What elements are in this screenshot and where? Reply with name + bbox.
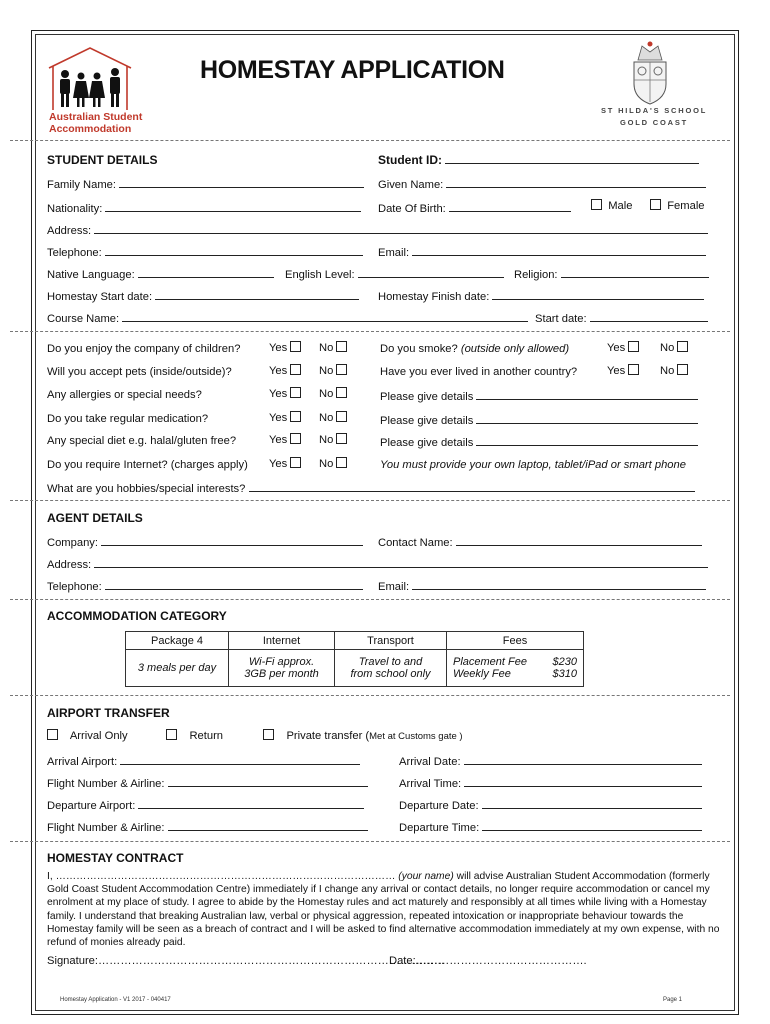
abroad-yes-option[interactable] xyxy=(607,364,639,377)
logo-line-2: Accommodation xyxy=(49,123,132,135)
arrival-date-field[interactable] xyxy=(399,754,702,768)
page-title: HOMESTAY APPLICATION xyxy=(200,56,505,84)
private-transfer-option[interactable] xyxy=(263,729,463,742)
agent-email-label: Email: xyxy=(378,581,410,593)
departure-date-field[interactable] xyxy=(399,798,702,812)
arrival-time-label: Arrival Time: xyxy=(399,778,462,790)
yes-label: Yes xyxy=(269,388,288,400)
homestay-finish-label: Homestay Finish date: xyxy=(378,291,490,303)
no-label: No xyxy=(319,434,334,446)
question-smoke-note: (outside only allowed) xyxy=(460,343,570,355)
hobbies-field[interactable] xyxy=(47,481,695,495)
arrival-time-field[interactable] xyxy=(399,776,702,790)
question-diet: Any special diet e.g. halal/gluten free? xyxy=(47,435,237,447)
arrival-date-label: Arrival Date: xyxy=(399,756,461,768)
given-name-label: Given Name: xyxy=(378,179,444,191)
course-name-field[interactable] xyxy=(47,311,528,325)
departure-date-label: Departure Date: xyxy=(399,800,479,812)
family-name-field[interactable] xyxy=(47,177,364,191)
return-label: Return xyxy=(189,730,224,742)
given-name-field[interactable] xyxy=(378,177,706,191)
religion-field[interactable] xyxy=(514,267,709,281)
signature-field[interactable]: Signature:………………………………………………………………………………… xyxy=(47,955,445,967)
female-label: Female xyxy=(667,200,705,212)
no-label: No xyxy=(319,388,334,400)
departure-time-label: Departure Time: xyxy=(399,822,480,834)
weekly-fee-value: $310 xyxy=(552,668,577,680)
address-label: Address: xyxy=(47,225,92,237)
placement-fee-row xyxy=(453,656,577,668)
internet-no-option[interactable] xyxy=(319,457,347,470)
arrival-flight-label: Flight Number & Airline: xyxy=(47,778,165,790)
yes-label: Yes xyxy=(269,365,288,377)
house-family-logo-icon xyxy=(45,46,135,114)
arrival-only-checkbox[interactable] xyxy=(47,729,58,740)
smoke-no-checkbox[interactable] xyxy=(677,341,688,352)
dob-label: Date Of Birth: xyxy=(378,203,446,215)
telephone-field[interactable] xyxy=(47,245,363,259)
native-language-label: Native Language: xyxy=(47,269,135,281)
yes-label: Yes xyxy=(269,412,288,424)
col-package: Package 4 xyxy=(126,632,229,650)
question-medication: Do you take regular medication? xyxy=(47,413,209,425)
no-label: No xyxy=(319,365,334,377)
transport-line-2: from school only xyxy=(350,668,431,680)
allergies-yes-option[interactable] xyxy=(269,387,301,400)
col-fees: Fees xyxy=(447,632,584,650)
diet-yes-checkbox[interactable] xyxy=(290,433,301,444)
departure-time-field[interactable] xyxy=(399,820,702,834)
smoke-yes-checkbox[interactable] xyxy=(628,341,639,352)
contract-prefix: I, ……………………………………………………………………………………… xyxy=(47,871,396,882)
footer-page: Page 1 xyxy=(663,997,683,1003)
question-allergies: Any allergies or special needs? xyxy=(47,389,202,401)
contract-your-name: (your name) xyxy=(398,871,454,882)
family-name-label: Family Name: xyxy=(47,179,116,191)
female-checkbox-box[interactable] xyxy=(650,199,661,210)
wifi-line-1: Wi-Fi approx. xyxy=(248,656,315,668)
no-label: No xyxy=(660,342,675,354)
telephone-label: Telephone: xyxy=(47,247,102,259)
agent-address-label: Address: xyxy=(47,559,92,571)
agent-address-field[interactable] xyxy=(47,557,708,571)
pets-no-checkbox[interactable] xyxy=(336,364,347,375)
homestay-start-label: Homestay Start date: xyxy=(47,291,153,303)
question-children: Do you enjoy the company of children? xyxy=(47,343,241,355)
details-label: Please give details xyxy=(380,437,474,449)
children-yes-checkbox[interactable] xyxy=(290,341,301,352)
internet-yes-option[interactable] xyxy=(269,457,301,470)
airport-transfer-title: AIRPORT TRANSFER xyxy=(47,706,170,720)
course-name-label: Course Name: xyxy=(47,313,120,325)
diet-yes-option[interactable] xyxy=(269,433,301,446)
departure-airport-field[interactable] xyxy=(47,798,364,812)
cell-transport xyxy=(335,650,447,687)
allergies-details-field[interactable] xyxy=(380,389,698,403)
hobbies-label: What are you hobbies/special interests? xyxy=(47,483,246,495)
private-transfer-checkbox[interactable] xyxy=(263,729,274,740)
yes-label: Yes xyxy=(269,342,288,354)
native-language-field[interactable] xyxy=(47,267,274,281)
medication-yes-option[interactable] xyxy=(269,411,301,424)
return-checkbox[interactable] xyxy=(166,729,177,740)
agent-contact-label: Contact Name: xyxy=(378,537,453,549)
placement-fee-label: Placement Fee xyxy=(453,656,527,668)
pets-no-option[interactable] xyxy=(319,364,347,377)
divider xyxy=(10,331,730,332)
question-smoke xyxy=(380,343,569,355)
diet-no-option[interactable] xyxy=(319,433,347,446)
departure-flight-label: Flight Number & Airline: xyxy=(47,822,165,834)
col-transport: Transport xyxy=(335,632,447,650)
agent-telephone-field[interactable] xyxy=(47,579,363,593)
address-field[interactable] xyxy=(47,223,708,237)
cell-meals: 3 meals per day xyxy=(126,650,229,687)
student-id-label: Student ID: xyxy=(378,153,442,167)
email-field[interactable] xyxy=(378,245,706,259)
agent-telephone-label: Telephone: xyxy=(47,581,102,593)
male-checkbox[interactable] xyxy=(591,199,632,212)
arrival-only-label: Arrival Only xyxy=(69,730,128,742)
departure-airport-label: Departure Airport: xyxy=(47,800,136,812)
allergies-no-checkbox[interactable] xyxy=(336,387,347,398)
transport-line-1: Travel to and xyxy=(358,656,423,668)
departure-flight-field[interactable] xyxy=(47,820,368,834)
contract-title: HOMESTAY CONTRACT xyxy=(47,851,184,865)
footer-version: Homestay Application - V1 2017 - 040417 xyxy=(60,997,171,1003)
agent-contact-field[interactable] xyxy=(378,535,702,549)
english-level-field[interactable] xyxy=(285,267,504,281)
allergies-yes-checkbox[interactable] xyxy=(290,387,301,398)
nationality-label: Nationality: xyxy=(47,203,103,215)
homestay-start-field[interactable] xyxy=(47,289,359,303)
english-level-label: English Level: xyxy=(285,269,355,281)
wifi-line-2: 3GB per month xyxy=(244,668,319,680)
medication-no-option[interactable] xyxy=(319,411,347,424)
weekly-fee-label: Weekly Fee xyxy=(453,668,511,680)
children-no-option[interactable] xyxy=(319,341,347,354)
pets-yes-checkbox[interactable] xyxy=(290,364,301,375)
internet-no-checkbox[interactable] xyxy=(336,457,347,468)
arrival-airport-field[interactable] xyxy=(47,754,360,768)
email-label: Email: xyxy=(378,247,410,259)
details-label: Please give details xyxy=(380,415,474,427)
medication-no-checkbox[interactable] xyxy=(336,411,347,422)
return-option[interactable] xyxy=(166,729,223,742)
divider xyxy=(10,695,730,696)
contract-text xyxy=(47,870,723,949)
course-start-field[interactable] xyxy=(535,311,708,325)
diet-details-field[interactable] xyxy=(380,435,698,449)
accommodation-title: ACCOMMODATION CATEGORY xyxy=(47,609,227,623)
yes-label: Yes xyxy=(269,434,288,446)
children-yes-option[interactable] xyxy=(269,341,301,354)
arrival-airport-label: Arrival Airport: xyxy=(47,756,118,768)
allergies-no-option[interactable] xyxy=(319,387,347,400)
religion-label: Religion: xyxy=(514,269,558,281)
male-checkbox-box[interactable] xyxy=(591,199,602,210)
yes-label: Yes xyxy=(607,342,626,354)
abroad-no-option[interactable] xyxy=(660,364,688,377)
dob-field[interactable] xyxy=(378,201,571,215)
private-transfer-label: Private transfer ( xyxy=(286,730,370,742)
question-smoke-text: Do you smoke? xyxy=(380,343,458,355)
abroad-yes-checkbox[interactable] xyxy=(628,364,639,375)
placement-fee-value: $230 xyxy=(552,656,577,668)
agent-company-label: Company: xyxy=(47,537,98,549)
student-details-title: STUDENT DETAILS xyxy=(47,153,158,167)
nationality-field[interactable] xyxy=(47,201,361,215)
question-abroad: Have you ever lived in another country? xyxy=(380,366,578,378)
pets-yes-option[interactable] xyxy=(269,364,301,377)
divider xyxy=(10,841,730,842)
cell-wifi xyxy=(229,650,335,687)
arrival-only-option[interactable] xyxy=(47,729,128,742)
internet-yes-checkbox[interactable] xyxy=(290,457,301,468)
school-crest-icon xyxy=(620,40,680,106)
agent-details-title: AGENT DETAILS xyxy=(47,511,143,525)
diet-no-checkbox[interactable] xyxy=(336,433,347,444)
school-name: ST HILDA'S SCHOOL xyxy=(601,106,708,115)
private-transfer-note: Met at Customs gate ) xyxy=(369,731,463,742)
smoke-no-option[interactable] xyxy=(660,341,688,354)
cell-fees xyxy=(447,650,584,687)
agent-company-field[interactable] xyxy=(47,535,363,549)
date-field[interactable]: Date:………………………………………. xyxy=(389,955,587,967)
children-no-checkbox[interactable] xyxy=(336,341,347,352)
female-checkbox[interactable] xyxy=(650,199,705,212)
smoke-yes-option[interactable] xyxy=(607,341,639,354)
no-label: No xyxy=(319,458,334,470)
abroad-no-checkbox[interactable] xyxy=(677,364,688,375)
accommodation-table xyxy=(125,631,584,687)
student-id-field[interactable] xyxy=(378,153,699,167)
internet-note: You must provide your own laptop, tablet/iPad or smart phone xyxy=(380,459,686,471)
homestay-finish-field[interactable] xyxy=(378,289,704,303)
yes-label: Yes xyxy=(607,365,626,377)
yes-label: Yes xyxy=(269,458,288,470)
no-label: No xyxy=(319,342,334,354)
no-label: No xyxy=(319,412,334,424)
divider xyxy=(10,140,730,141)
logo-line-1: Australian Student xyxy=(49,111,143,123)
school-location: GOLD COAST xyxy=(620,118,688,127)
details-label: Please give details xyxy=(380,391,474,403)
medication-yes-checkbox[interactable] xyxy=(290,411,301,422)
male-label: Male xyxy=(608,200,633,212)
medication-details-field[interactable] xyxy=(380,413,698,427)
divider xyxy=(10,500,730,501)
course-start-label: Start date: xyxy=(535,313,587,325)
question-internet: Do you require Internet? (charges apply) xyxy=(47,459,248,471)
weekly-fee-row xyxy=(453,668,577,680)
no-label: No xyxy=(660,365,675,377)
question-pets: Will you accept pets (inside/outside)? xyxy=(47,366,232,378)
arrival-flight-field[interactable] xyxy=(47,776,368,790)
col-internet: Internet xyxy=(229,632,335,650)
contract-body: will advise Australian Student Accommodation (formerly Gold Coast Student Accommodation Centre) immediately if I change any arrival or contact details, no longer require accommodation or cancel my enrolment at my place of study. I agree to abide by the Homestay rules and act maturely and responsibly at all times while living with a Homestay family. I understand that breaking Australian law, verbal or physical aggression, repeated intoxication or inappropriate behaviour towards the Homestay family will be seen as a breach of contract and I will be asked to find alternative accommodation immediately at my own expense, with no refund of monies already paid. xyxy=(47,871,720,949)
divider xyxy=(10,599,730,600)
logo-text xyxy=(49,111,142,135)
agent-email-field[interactable] xyxy=(378,579,706,593)
